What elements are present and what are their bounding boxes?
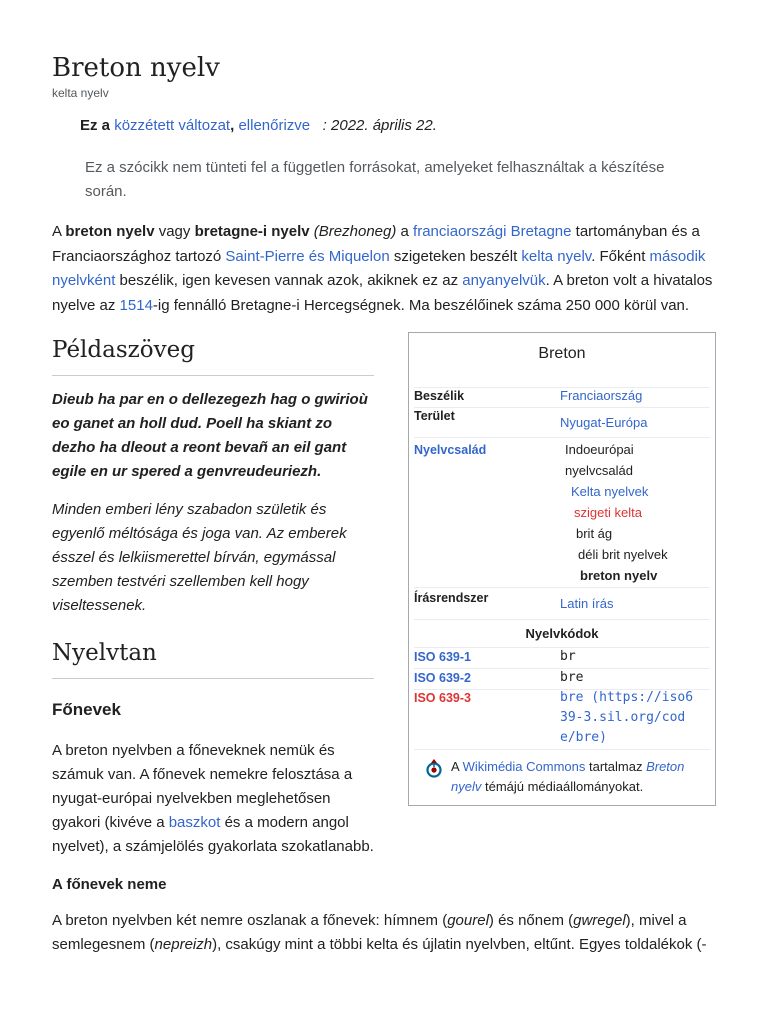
grammar-heading: Nyelvtan [52,637,374,679]
divider [414,407,710,408]
family-item-current: breton nyelv [580,568,658,583]
link-masodik-nyelv[interactable]: második nyelvként [52,247,706,290]
link-bretagne[interactable]: Bretagne [510,223,572,240]
iso1-value: br [560,649,576,664]
iso1-link[interactable]: ISO 639-1 [414,650,471,664]
link-saint-pierre[interactable]: Saint-Pierre és Miquelon [225,247,390,265]
infobox-codes-heading: Nyelvkódok [525,626,599,641]
link-kelta-nyelv[interactable]: kelta nyelv [521,247,592,265]
infobox-spoken-link[interactable]: Franciaország [560,388,643,403]
link-baszk[interactable]: baszkot [168,814,221,831]
page-title: Breton nyelv [52,53,220,83]
family-item: déli brit nyelvek [578,547,668,562]
infobox-area-link[interactable]: Nyugat-Európa [560,415,648,430]
revision-notice [80,116,437,136]
page-subtitle: kelta nyelv [52,86,109,100]
infobox-family-tree [565,439,668,586]
infobox: Breton Beszélik Franciaország Terület Nyugat-Európa Nyelvcsalád Indoeurópai nyelvcsalád Kelta nyelvek szigeti kelta brit ág déli brit nyelvek breton nyelv Írásrendszer Latin írás Nyelvkódok ISO 639-1 br ISO 639-2 bre ISO 639-3 bre (https://iso6 39-3.sil.org/cod e/bre) A Wikimédia Commons tartalmaz Breton nyelv témájú médiaállományokat. [408,332,716,806]
infobox-script-label: Írásrendszer [414,591,489,605]
intro-paragraph: A breton nyelv vagy bretagne-i nyelv (Brezhoneg) a franciaországi Bretagne tartományban és a Franciaországhoz tartozó Saint-Pierre és Miquelon szigeteken beszélt kelta nyelv. Főként második nyelvként beszélik, igen kevesen vannak azok, akiknek ez az anyanyelvük. A breton volt a hivatalos nyelve az 1514-ig fennálló Bretagne-i Hercegségnek. Ma beszélőinek száma 250 000 körül van. [52,223,713,315]
commons-topic-link[interactable]: Breton nyelv [451,759,685,794]
family-item: nyelvcsalád [565,463,633,478]
sample-hungarian-text: Minden emberi lény szabadon születik és egyenlő méltósága és joga van. Az emberek ésszel és lelkiismerettel bírván, egymással szemben testvéri szellemben kell hogy viseltessenek. [52,501,347,614]
gender-paragraph: A breton nyelvben két nemre oszlanak a főnevek: hímnem (gourel) és nőnem (gwregel), mivel a semlegesnem (nepreizh), csakúgy mint a többi kelta és újlatin nyelvben, eltűnt. Egyes toldalékok (- [52,912,707,953]
revision-comma: , [230,117,235,134]
sources-notice: Ez a szócikk nem tünteti fel a független forrásokat, amelyeket felhasználtak a készítése során. [85,159,665,200]
iso2-value: bre [560,670,584,685]
checked-link[interactable]: ellenőrizve [238,117,311,134]
revision-date: : 2022. április 22. [322,117,437,134]
link-anyanyelv[interactable]: anyanyelvük [462,272,546,290]
divider [414,437,710,438]
family-item: brit ág [576,526,613,541]
family-item-link[interactable]: Kelta nyelvek [571,484,649,499]
link-1514[interactable]: 1514 [119,297,153,315]
iso2-link[interactable]: ISO 639-2 [414,671,471,685]
infobox-title: Breton [538,345,586,362]
infobox-script-link[interactable]: Latin írás [560,596,614,611]
nouns-heading: Főnevek [52,700,121,719]
link-franciaorszagi[interactable]: franciaországi [413,223,507,240]
infobox-area-label: Terület [414,409,455,423]
nouns-paragraph: A breton nyelvben a főneveknek nemük és számuk van. A főnevek nemekre felosztása a nyugat-európai nyelvekben meglehetősen gyakori (kivéve a baszkot és a modern angol nyelvet), a számjelölés gyakorlata szokatlanabb. [52,742,374,855]
gender-heading: A főnevek neme [52,876,167,893]
revision-prefix: Ez a [80,117,111,134]
iso3-value-link[interactable]: bre (https://iso6 39-3.sil.org/cod e/bre) [560,690,694,745]
family-item: Indoeurópai [565,442,634,457]
divider [414,749,710,750]
infobox-family-label[interactable]: Nyelvcsalád [414,443,487,457]
divider [414,587,710,588]
family-item-redlink[interactable]: szigeti kelta [574,505,642,520]
infobox-spoken-label: Beszélik [414,389,465,403]
published-version-link[interactable]: közzétett változat [114,117,231,134]
sample-heading: Példaszöveg [52,334,374,376]
commons-icon [423,758,445,780]
commons-link[interactable]: Wikimédia Commons [462,759,586,774]
iso3-redlink[interactable]: ISO 639-3 [414,691,471,705]
sample-breton-text: Dieub ha par en o dellezegezh hag o gwirioù eo ganet an holl dud. Poell ha skiant zo dezho ha dleout a reont bevañ an eil gant egile en ur spered a genvreudeuriezh. [52,391,368,480]
divider [414,619,710,620]
